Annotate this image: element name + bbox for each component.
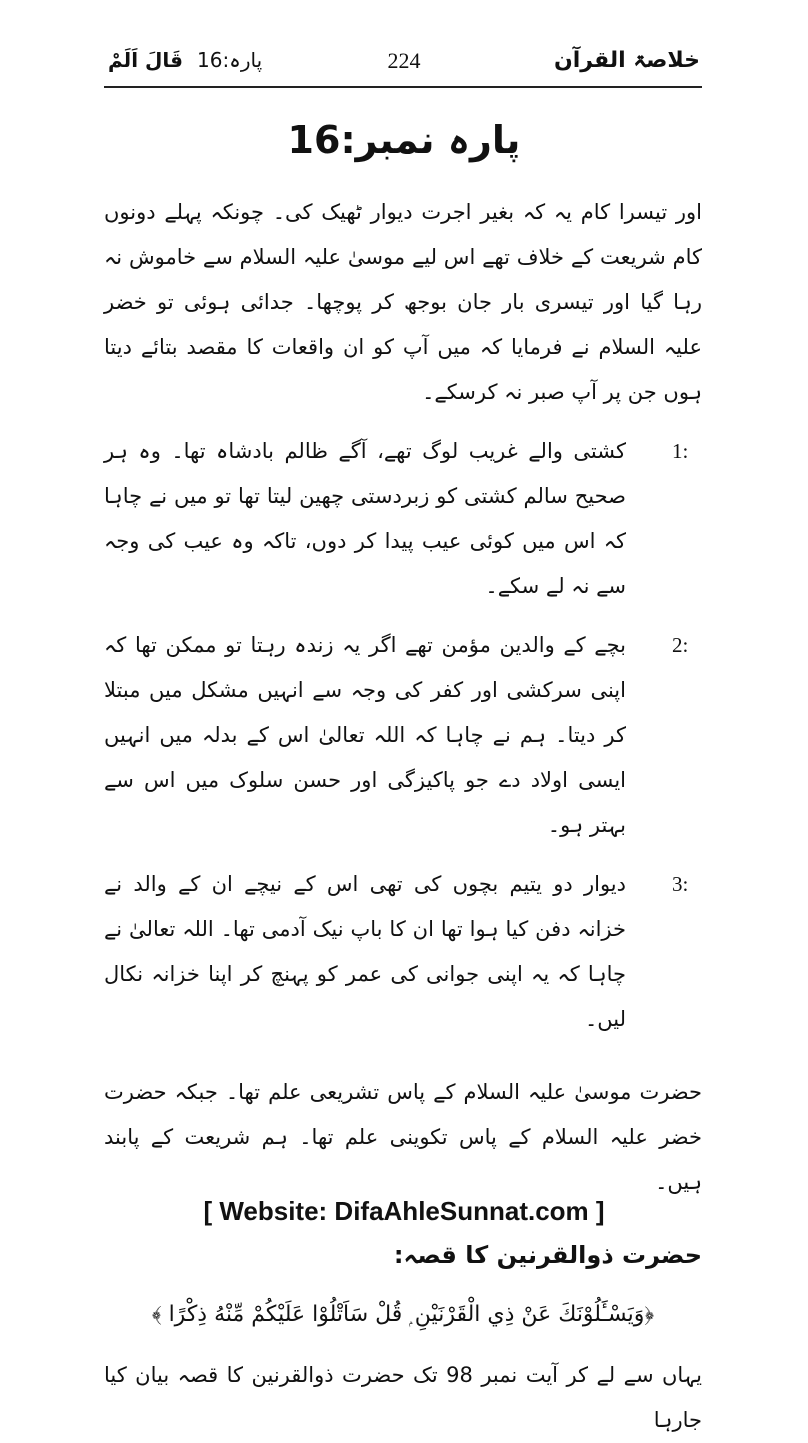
surah-label: قَالَ اَلَمْ — [108, 48, 183, 72]
page-number: 224 — [387, 48, 421, 73]
list-item-number: 2: — [672, 633, 689, 657]
list-item-text: دیوار دو یتیم بچوں کی تھی اس کے نیچے ان کے والد نے خزانہ دفن کیا ہوا تھا ان کا باپ نیک آدمی تھا۔ اللہ تعالیٰ نے چاہا کہ یہ اپنی جوانی کی عمر کو پہنچ کر اپنا خزانہ نکال لیں۔ — [104, 872, 626, 1031]
intro-paragraph: اور تیسرا کام یہ کہ بغیر اجرت دیوار ٹھیک کی۔ چونکہ پہلے دونوں کام شریعت کے خلاف تھے اس لیے موسیٰ علیہ السلام سے خاموش نہ رہا گیا اور تیسری بار جان بوجھ کر پوچھا۔ جدائی ہوئی تو خضر علیہ السلام نے فرمایا کہ میں آپ کو ان واقعات کا مقصد بتائے دیتا ہوں جن پر آپ صبر نہ کرسکے۔ — [104, 200, 702, 404]
book-title: خلاصۃ القرآن — [553, 48, 700, 73]
list-item-text: کشتی والے غریب لوگ تھے، آگے ظالم بادشاہ تھا۔ وہ ہر صحیح سالم کشتی کو زبردستی چھین لیتا تھا تو میں نے چاہا کہ اس میں کوئی عیب پیدا کر دوں، تاکہ وہ عیب کی وجہ سے نہ لے سکے۔ — [104, 439, 626, 598]
section-heading: حضرت ذوالقرنین کا قصہ: — [393, 1241, 702, 1269]
list-item-text: بچے کے والدین مؤمن تھے اگر یہ زندہ رہتا تو ممکن تھا کہ اپنی سرکشی اور کفر کی وجہ سے انہیں مشکل میں مبتلا کر دیتا۔ ہم نے چاہا کہ اللہ تعالیٰ اس کے بدلہ میں انہیں ایسی اولاد دے جو پاکیزگی اور حسن سلوک میں اس سے بہتر ہو۔ — [104, 633, 626, 837]
list-item-number: 1: — [672, 439, 689, 463]
para-surah-label — [108, 48, 262, 72]
quran-verse: ﴿وَيَسْـَٔلُوْنَكَ عَنْ ذِي الْقَرْنَيْنِ ۭ قُلْ سَاَتْلُوْا عَلَيْكُمْ مِّنْهُ ذِكْرًا ﴾ — [151, 1302, 655, 1327]
closing-paragraph: یہاں سے لے کر آیت نمبر 98 تک حضرت ذوالقرنین کا قصہ بیان کیا جارہا — [104, 1363, 702, 1432]
list-item-number: 3: — [672, 872, 689, 896]
header-divider — [104, 86, 702, 88]
summary-paragraph: حضرت موسیٰ علیہ السلام کے پاس تشریعی علم تھا۔ جبکہ حضرت خضر علیہ السلام کے پاس تکوینی علم تھا۔ ہم شریعت کے پابند ہیں۔ — [104, 1080, 702, 1194]
page-header — [108, 44, 700, 84]
list-item — [104, 862, 702, 1042]
page-title: پارہ نمبر:16 — [287, 118, 521, 162]
list-item — [104, 429, 702, 609]
list-item — [104, 623, 702, 848]
page-body — [104, 190, 702, 1443]
website-footer: [ Website: DifaAhleSunnat.com ] — [203, 1196, 605, 1226]
para-label: پارہ:16 — [196, 48, 263, 72]
